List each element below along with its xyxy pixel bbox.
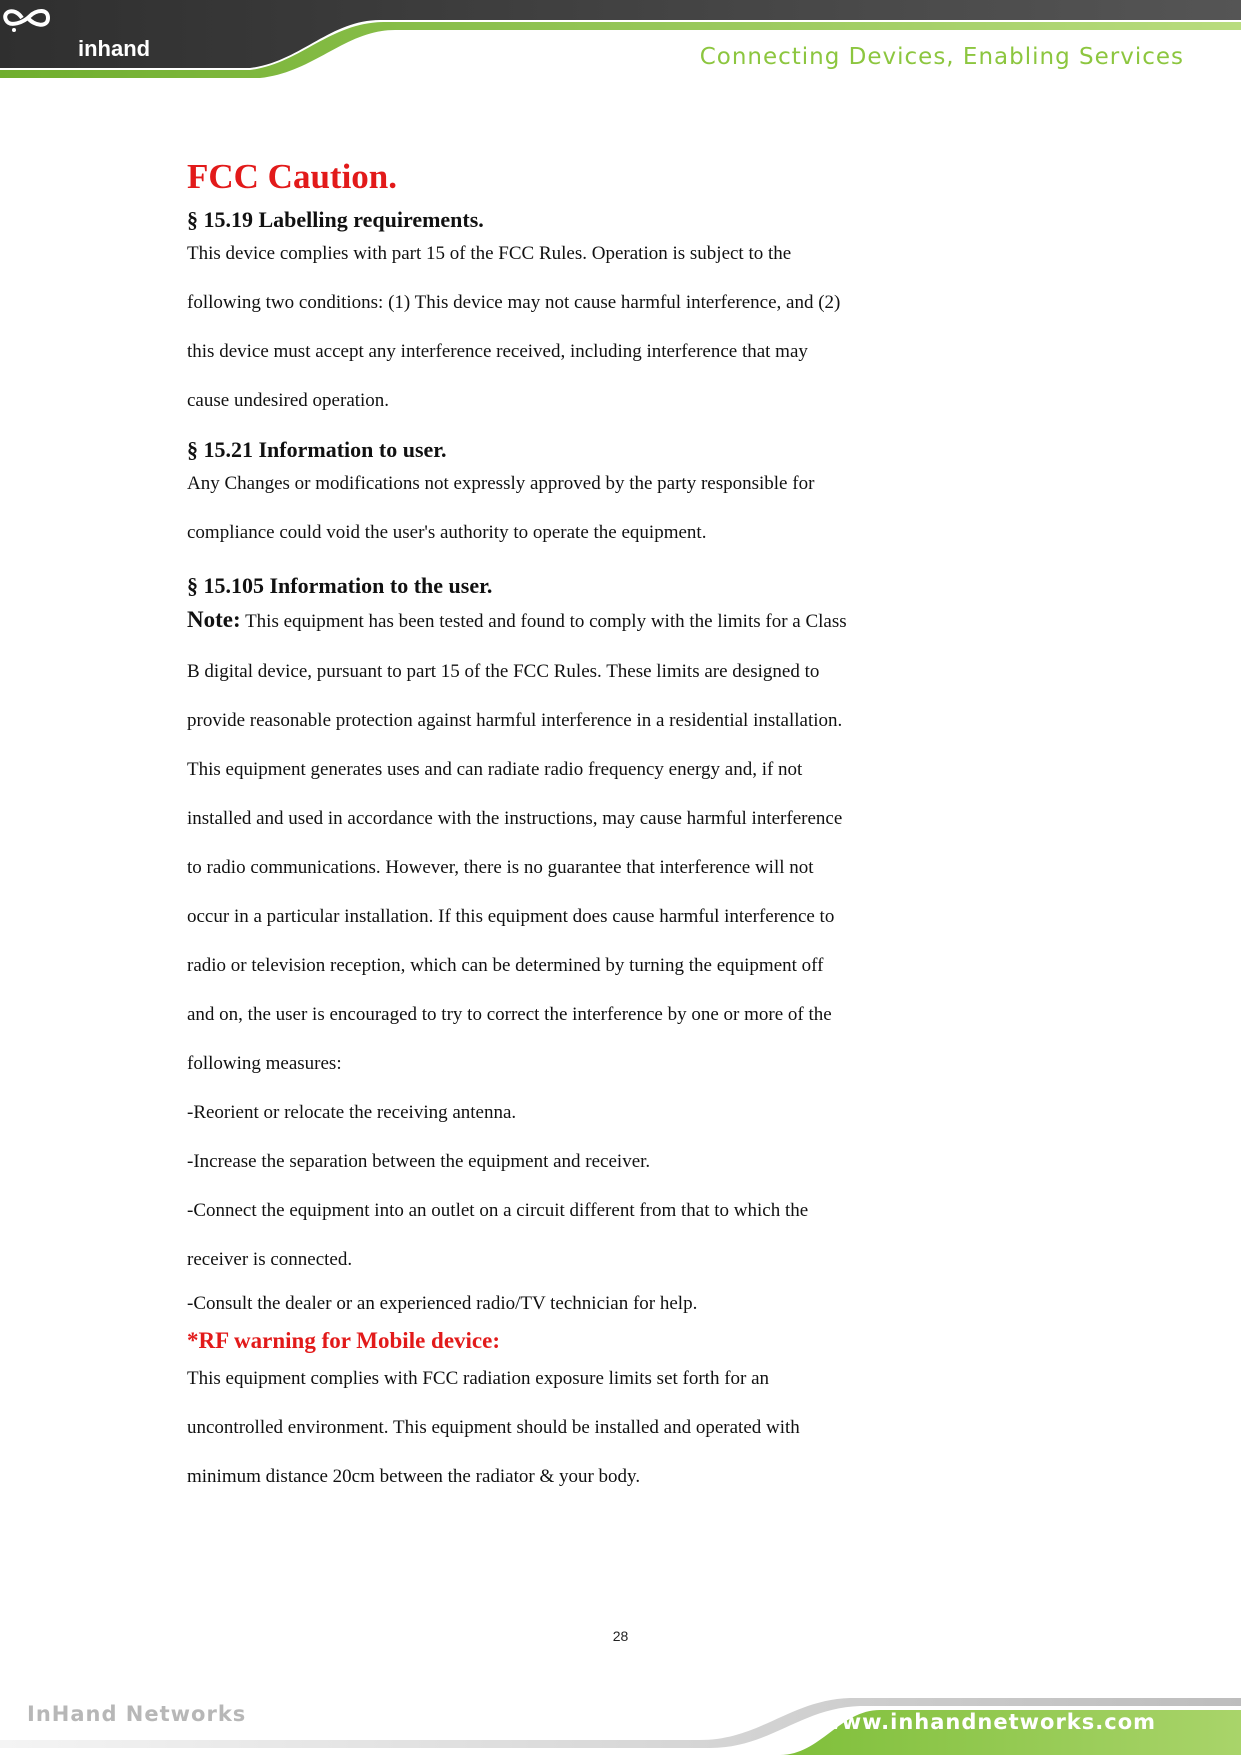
- document-body: [187, 155, 987, 1501]
- paragraph-line: compliance could void the user's authority to operate the equipment.: [187, 522, 707, 543]
- paragraph-line: following measures:: [187, 1053, 342, 1074]
- paragraph-line: this device must accept any interference received, including interference that may: [187, 341, 808, 362]
- measure-item: -Increase the separation between the equipment and receiver.: [187, 1151, 651, 1172]
- paragraph-line: installed and used in accordance with the instructions, may cause harmful interference: [187, 808, 843, 829]
- paragraph-line: minimum distance 20cm between the radiator & your body.: [187, 1466, 641, 1487]
- document-title: FCC Caution.: [187, 157, 398, 196]
- note-label: Note:: [187, 607, 241, 632]
- paragraph-line: This equipment complies with FCC radiation exposure limits set forth for an: [187, 1368, 770, 1389]
- paragraph-line: to radio communications. However, there is no guarantee that interference will not: [187, 857, 814, 878]
- measure-item: -Reorient or relocate the receiving antenna.: [187, 1102, 517, 1123]
- rf-warning-section: [187, 1324, 987, 1501]
- paragraph-line: cause undesired operation.: [187, 390, 390, 411]
- section-heading: § 15.21 Information to user.: [187, 437, 447, 462]
- paragraph-line: This device complies with part 15 of the FCC Rules. Operation is subject to the: [187, 243, 792, 264]
- paragraph-line: B digital device, pursuant to part 15 of the FCC Rules. These limits are designed to: [187, 661, 820, 682]
- note-text: This equipment has been tested and found to comply with the limits for a Class: [245, 611, 847, 632]
- paragraph-line: uncontrolled environment. This equipment should be installed and operated with: [187, 1417, 800, 1438]
- measure-item: -Connect the equipment into an outlet on a circuit different from that to which the: [187, 1200, 809, 1221]
- rf-warning-heading: *RF warning for Mobile device:: [187, 1328, 501, 1353]
- section-heading: § 15.19 Labelling requirements.: [187, 207, 484, 232]
- section-15-105: [187, 571, 987, 1324]
- header-tagline: Connecting Devices, Enabling Services: [699, 44, 1184, 70]
- paragraph-line: radio or television reception, which can be determined by turning the equipment off: [187, 955, 824, 976]
- paragraph-line: occur in a particular installation. If this equipment does cause harmful interference to: [187, 906, 835, 927]
- paragraph-line: Any Changes or modifications not expressly approved by the party responsible for: [187, 473, 815, 494]
- paragraph-line: provide reasonable protection against harmful interference in a residential installation.: [187, 710, 843, 731]
- footer-brand: InHand Networks: [27, 1702, 247, 1726]
- note-paragraph-first-line: [187, 603, 987, 639]
- footer-website-link[interactable]: www.inhandnetworks.com: [821, 1710, 1156, 1734]
- measure-item-continued: receiver is connected.: [187, 1249, 353, 1270]
- measure-item: -Consult the dealer or an experienced radio/TV technician for help.: [187, 1293, 698, 1314]
- page-footer: [0, 1680, 1241, 1755]
- section-15-19: [187, 205, 987, 425]
- brand-logo-text: inhand: [78, 36, 151, 61]
- paragraph-line: and on, the user is encouraged to try to correct the interference by one or more of the: [187, 1004, 832, 1025]
- paragraph-line: This equipment generates uses and can radiate radio frequency energy and, if not: [187, 759, 803, 780]
- paragraph-line: following two conditions: (1) This device may not cause harmful interference, and (2): [187, 292, 841, 313]
- page-header: [0, 0, 1241, 110]
- section-heading: § 15.105 Information to the user.: [187, 573, 493, 598]
- page-number: 28: [612, 1628, 629, 1644]
- section-15-21: [187, 435, 987, 557]
- infinity-logo-icon: [0, 0, 90, 60]
